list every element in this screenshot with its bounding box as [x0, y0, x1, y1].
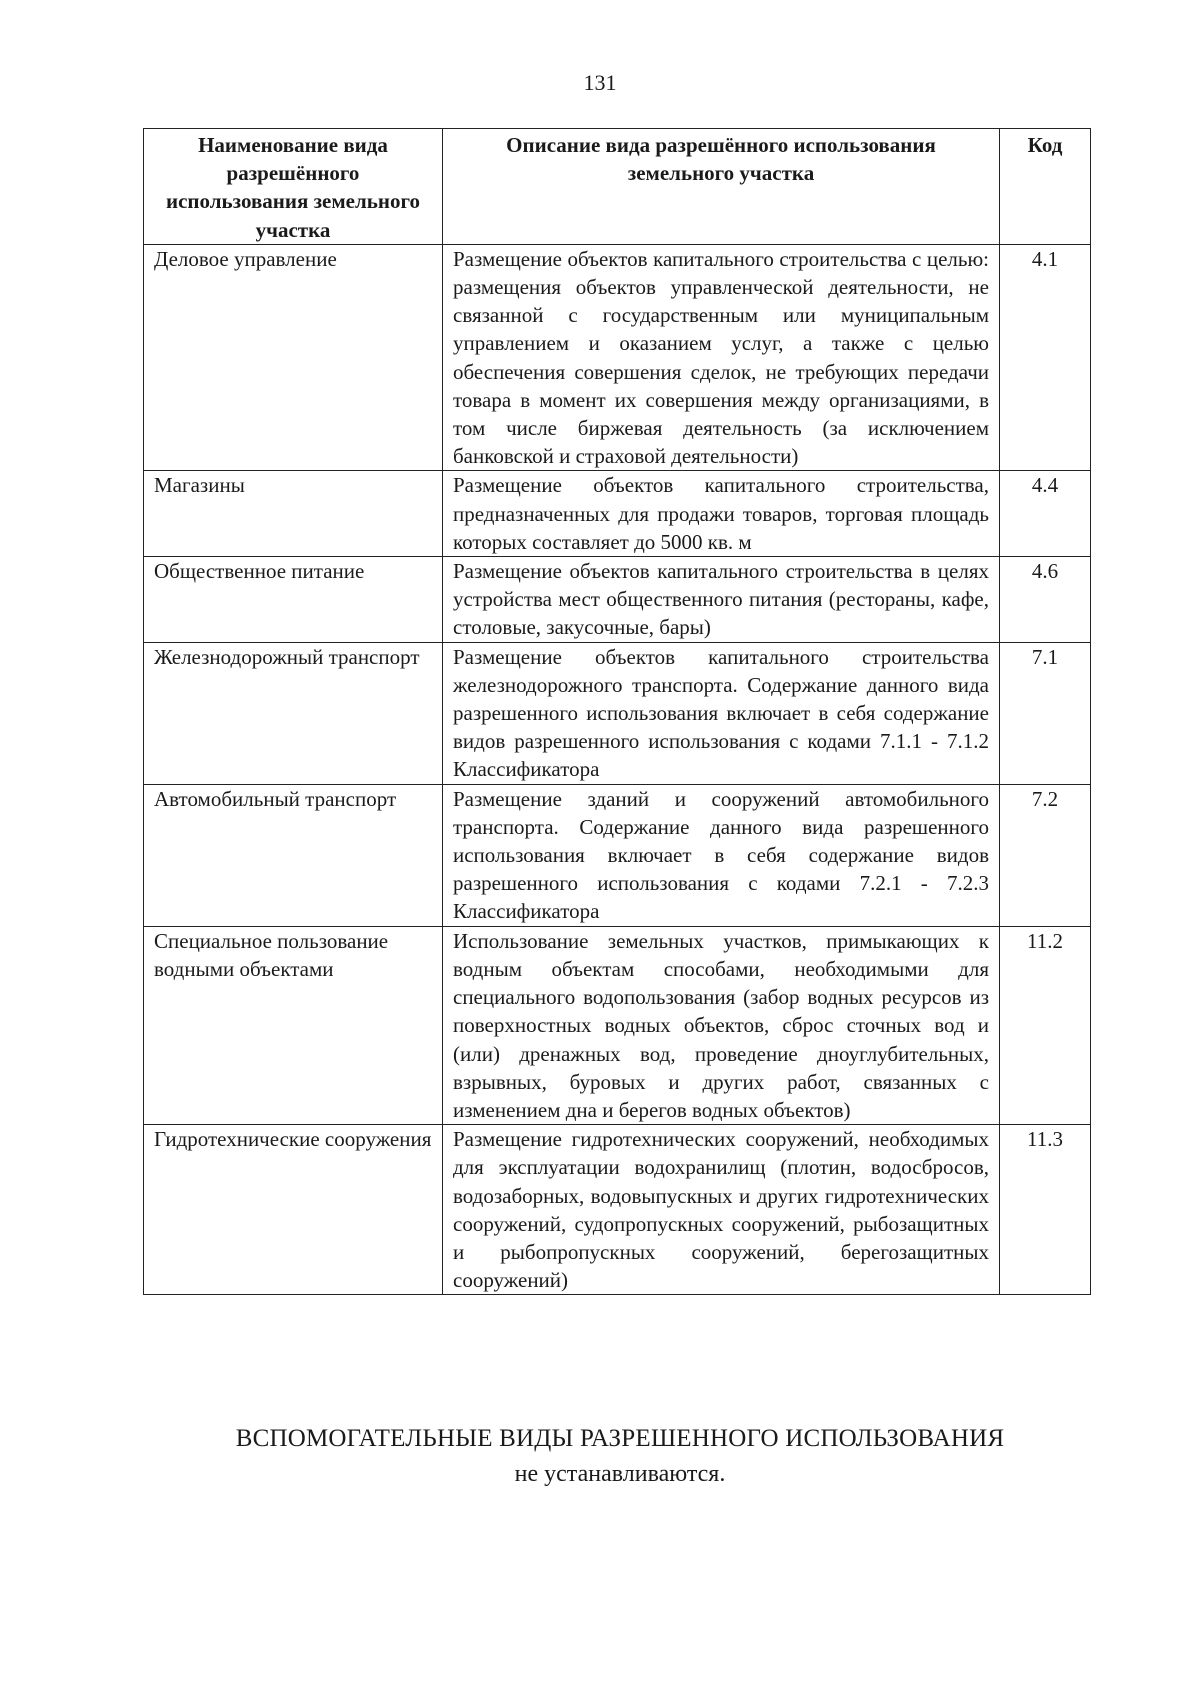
use-name: Гидротехнические сооружения [144, 1125, 443, 1295]
header-name: Наименование вида разрешённого использования земельного участка [144, 129, 443, 245]
use-code: 7.1 [1000, 642, 1091, 784]
table-row [144, 926, 1091, 1124]
use-code: 7.2 [1000, 784, 1091, 926]
table-row [144, 642, 1091, 784]
header-description: Описание вида разрешённого использования земельного участка [443, 129, 1000, 245]
table-header-row [144, 129, 1091, 245]
header-code: Код [1000, 129, 1091, 245]
use-name: Общественное питание [144, 557, 443, 643]
use-code: 4.6 [1000, 557, 1091, 643]
auxiliary-uses-title: ВСПОМОГАТЕЛЬНЫЕ ВИДЫ РАЗРЕШЕННОГО ИСПОЛЬЗОВАНИЯ [235, 1425, 1005, 1452]
use-code: 4.1 [1000, 244, 1091, 471]
table-row [144, 557, 1091, 643]
use-name: Специальное пользование водными объектами [144, 926, 443, 1124]
use-description: Использование земельных участков, примыкающих к водным объектам способами, необходимыми для специального водопользования (забор водных ресурсов из поверхностных водных объектов, сброс сточных вод и (или) дренажных вод, проведение дноуглубительных, взрывных, буровых и других работ, связанных с изменением дна и берегов водных объектов) [443, 926, 1000, 1124]
use-description: Размещение зданий и сооружений автомобильного транспорта. Содержание данного вида разрешенного использования включает в себя содержание видов разрешенного использования с кодами 7.2.1 - 7.2.3 Классификатора [443, 784, 1000, 926]
table-row [144, 784, 1091, 926]
use-code: 11.3 [1000, 1125, 1091, 1295]
table-row [144, 1125, 1091, 1295]
auxiliary-uses-note: не устанавливаются. [514, 1461, 726, 1487]
use-description: Размещение объектов капитального строительства железнодорожного транспорта. Содержание данного вида разрешенного использования включает в себя содержание видов разрешенного использования с кодами 7.1.1 - 7.1.2 Классификатора [443, 642, 1000, 784]
page-number: 131 [583, 70, 617, 95]
use-name: Деловое управление [144, 244, 443, 471]
auxiliary-uses-section [0, 1425, 1200, 1488]
use-code: 4.4 [1000, 471, 1091, 557]
use-name: Автомобильный транспорт [144, 784, 443, 926]
use-name: Железнодорожный транспорт [144, 642, 443, 784]
use-description: Размещение объектов капитального строительства с целью: размещения объектов управленческой деятельности, не связанной с государственным или муниципальным управлением и оказанием услуг, а также с целью обеспечения совершения сделок, не требующих передачи товара в момент их совершения между организациями, в том числе биржевая деятельность (за исключением банковской и страховой деятельности) [443, 244, 1000, 471]
permitted-use-table [143, 128, 1091, 1295]
table-row [144, 244, 1091, 471]
table-row [144, 471, 1091, 557]
use-description: Размещение гидротехнических сооружений, необходимых для эксплуатации водохранилищ (плотин, водосбросов, водозаборных, водовыпускных и других гидротехнических сооружений, судопропускных сооружений, рыбозащитных и рыбопропускных сооружений, берегозащитных сооружений) [443, 1125, 1000, 1295]
use-description: Размещение объектов капитального строительства в целях устройства мест общественного питания (рестораны, кафе, столовые, закусочные, бары) [443, 557, 1000, 643]
use-code: 11.2 [1000, 926, 1091, 1124]
use-name: Магазины [144, 471, 443, 557]
use-description: Размещение объектов капитального строительства, предназначенных для продажи товаров, торговая площадь которых составляет до 5000 кв. м [443, 471, 1000, 557]
